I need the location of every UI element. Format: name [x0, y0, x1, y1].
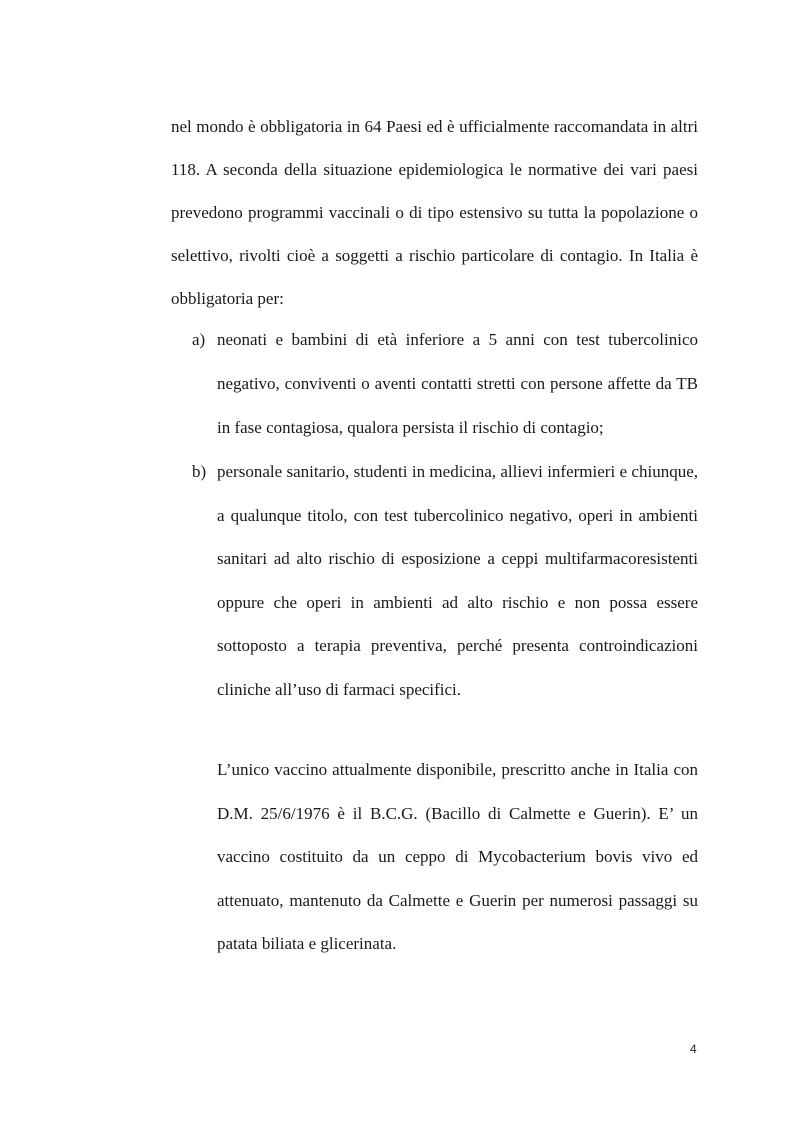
list-item-text: personale sanitario, studenti in medicina, allievi infermieri e chiunque, a qualunque titolo, con test tubercolinico negativo, operi in ambienti sanitari ad alto rischio di esposizione a ceppi multifarmacoresistenti oppure che operi in ambienti ad alto rischio e non possa essere sottoposto a terapia preventiva, perché presenta controindicazioni cliniche all’uso di farmaci specifici. [217, 462, 698, 699]
vaccination-list [192, 318, 698, 711]
list-item [192, 450, 698, 711]
list-item-text: neonati e bambini di età inferiore a 5 anni con test tubercolinico negativo, conviventi o aventi contatti stretti con persone affette da TB in fase contagiosa, qualora persista il rischio di contagio; [217, 330, 698, 437]
vaccine-paragraph: L’unico vaccino attualmente disponibile, prescritto anche in Italia con D.M. 25/6/1976 è il B.C.G. (Bacillo di Calmette e Guerin). E’ un vaccino costituito da un ceppo di Mycobacterium bovis vivo ed attenuato, mantenuto da Calmette e Guerin per numerosi passaggi su patata biliata e glicerinata. [217, 760, 698, 954]
list-marker: b) [192, 462, 207, 481]
page-number: 4 [690, 1042, 697, 1056]
list-item [192, 318, 698, 450]
list-marker: a) [192, 330, 206, 349]
intro-paragraph: nel mondo è obbligatoria in 64 Paesi ed è ufficialmente raccomandata in altri 118. A seconda della situazione epidemiologica le normative dei vari paesi prevedono programmi vaccinali o di tipo estensivo su tutta la popolazione o selettivo, rivolti cioè a soggetti a rischio particolare di contagio. In Italia è obbligatoria per: [171, 117, 698, 308]
